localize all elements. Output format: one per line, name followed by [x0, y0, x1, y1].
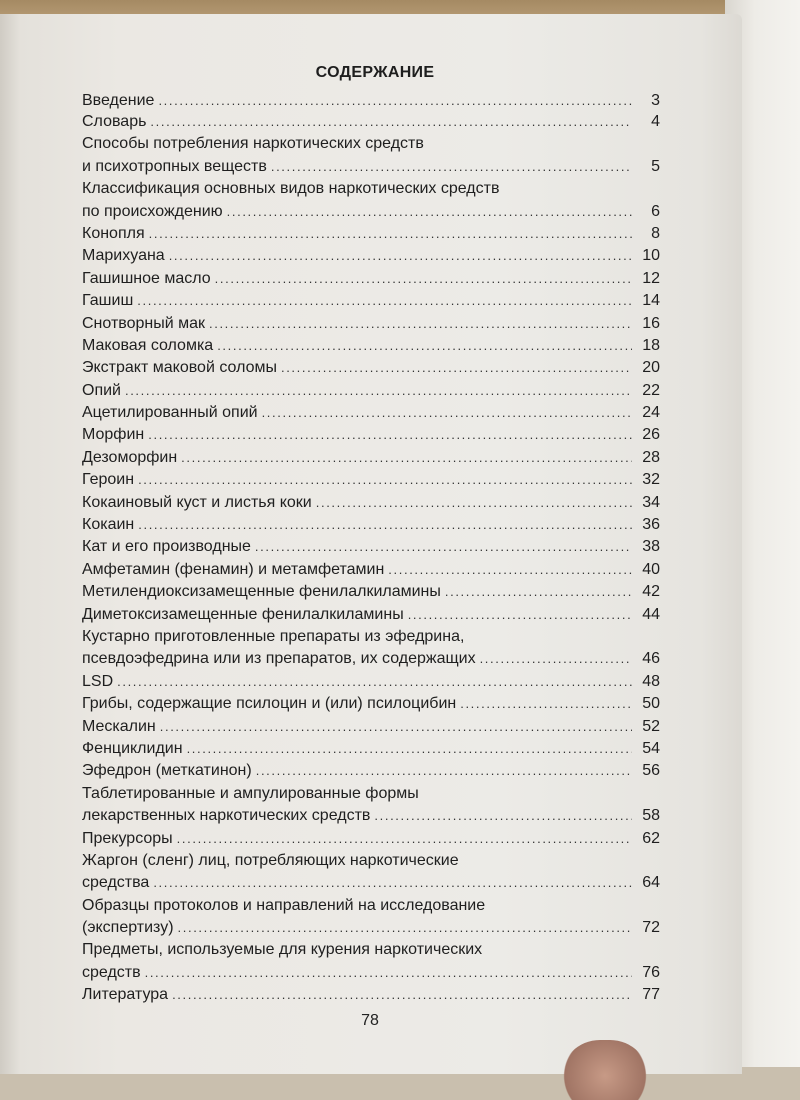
toc-page-number: 56	[642, 762, 660, 780]
toc-page-number: 58	[642, 807, 660, 825]
toc-entry	[82, 626, 660, 671]
toc-line	[82, 201, 660, 223]
dot-leader	[388, 559, 632, 581]
toc-entry-title: Марихуана	[82, 247, 165, 265]
table-of-contents	[82, 90, 660, 1007]
toc-page-number: 3	[651, 92, 660, 109]
toc-line	[82, 156, 660, 178]
dot-leader	[148, 424, 632, 446]
page-number: 78	[361, 1012, 379, 1029]
toc-page-number: 52	[642, 717, 660, 735]
toc-line	[82, 648, 660, 670]
toc-entry-title: Способы потребления наркотических средств	[82, 135, 424, 153]
dot-leader	[187, 738, 632, 760]
toc-line	[82, 984, 660, 1006]
toc-page-number: 4	[651, 113, 660, 130]
toc-page-number: 40	[642, 560, 660, 578]
toc-page-number: 50	[642, 695, 660, 713]
toc-entry-title: Мескалин	[82, 717, 156, 735]
dot-leader	[209, 313, 632, 335]
toc-line	[82, 850, 660, 872]
dot-leader	[150, 111, 632, 133]
toc-entry-title: Маковая соломка	[82, 336, 214, 354]
toc-line	[82, 581, 660, 603]
toc-line	[82, 536, 660, 558]
page-title: СОДЕРЖАНИЕ	[315, 64, 435, 81]
toc-line	[82, 693, 660, 715]
toc-line	[82, 223, 660, 245]
toc-line	[82, 962, 660, 984]
toc-page-number: 12	[642, 269, 660, 287]
toc-line	[82, 828, 660, 850]
toc-page-number: 16	[642, 314, 660, 332]
toc-page-number: 14	[642, 292, 660, 310]
toc-line	[82, 604, 660, 626]
toc-entry	[82, 604, 660, 626]
toc-line	[82, 939, 660, 961]
toc-entry	[82, 850, 660, 895]
dot-leader	[138, 469, 632, 491]
toc-page-number: 46	[642, 650, 660, 668]
toc-line	[82, 447, 660, 469]
toc-line	[82, 559, 660, 581]
toc-entry	[82, 671, 660, 693]
toc-line	[82, 469, 660, 491]
toc-entry-title: Кокаиновый куст и листья коки	[82, 493, 312, 511]
toc-entry	[82, 716, 660, 738]
dot-leader	[169, 245, 632, 267]
dot-leader	[177, 828, 632, 850]
toc-entry-title: по происхождению	[82, 202, 223, 220]
toc-entry	[82, 335, 660, 357]
toc-entry	[82, 402, 660, 424]
toc-line	[82, 917, 660, 939]
toc-entry	[82, 738, 660, 760]
toc-line	[82, 514, 660, 536]
toc-entry-title: Образцы протоколов и направлений на исследование	[82, 896, 486, 914]
toc-page-number: 34	[642, 493, 660, 511]
dot-leader	[217, 335, 632, 357]
toc-line	[82, 626, 660, 648]
toc-entry-title: Грибы, содержащие псилоцин и (или) псилоцибин	[82, 695, 457, 713]
toc-page-number: 32	[642, 471, 660, 489]
toc-entry	[82, 514, 660, 536]
toc-line	[82, 178, 660, 200]
toc-line	[82, 783, 660, 805]
toc-page-number: 10	[642, 247, 660, 265]
dot-leader	[262, 402, 632, 424]
dot-leader	[181, 447, 632, 469]
toc-entry	[82, 447, 660, 469]
dot-leader	[160, 716, 632, 738]
toc-entry-title: Литература	[82, 986, 169, 1004]
toc-entry-title: Диметоксизамещенные фенилалкиламины	[82, 605, 404, 623]
toc-entry-title: Фенциклидин	[82, 739, 183, 757]
dot-leader	[145, 962, 632, 984]
toc-entry-title: Кустарно приготовленные препараты из эфедрина,	[82, 627, 465, 645]
toc-line	[82, 805, 660, 827]
toc-entry	[82, 783, 660, 828]
toc-entry-title: Героин	[82, 471, 135, 489]
toc-line	[82, 492, 660, 514]
toc-entry-title: Снотворный мак	[82, 314, 205, 332]
toc-entry	[82, 380, 660, 402]
toc-entry	[82, 133, 660, 178]
toc-entry	[82, 268, 660, 290]
toc-entry-title: Экстракт маковой соломы	[82, 359, 277, 377]
toc-line	[82, 872, 660, 894]
toc-entry	[82, 469, 660, 491]
toc-entry-title: Жаргон (сленг) лиц, потребляющих наркотические	[82, 851, 459, 869]
toc-entry-title: Кокаин	[82, 516, 135, 534]
toc-entry-title: Эфедрон (меткатинон)	[82, 762, 252, 780]
toc-entry	[82, 939, 660, 984]
toc-page-number: 28	[642, 448, 660, 466]
toc-page-number: 44	[642, 605, 660, 623]
toc-line	[82, 268, 660, 290]
dot-leader	[153, 872, 632, 894]
toc-page-number: 6	[651, 202, 660, 220]
dot-leader	[125, 380, 632, 402]
dot-leader	[178, 917, 632, 939]
toc-entry	[82, 828, 660, 850]
toc-entry	[82, 90, 660, 111]
dot-leader	[215, 268, 632, 290]
toc-entry-title: (экспертизу)	[82, 919, 174, 937]
toc-entry	[82, 357, 660, 379]
toc-line	[82, 402, 660, 424]
toc-entry	[82, 223, 660, 245]
toc-line	[82, 335, 660, 357]
toc-entry-title: Классификация основных видов наркотических средств	[82, 180, 500, 198]
toc-page-number: 18	[642, 336, 660, 354]
dot-leader	[460, 693, 632, 715]
toc-page-number: 77	[642, 986, 660, 1004]
dot-leader	[227, 201, 632, 223]
toc-entry-title: Введение	[82, 92, 155, 109]
toc-line	[82, 357, 660, 379]
toc-page-number: 48	[642, 672, 660, 690]
toc-entry-title: LSD	[82, 672, 114, 690]
toc-page-number: 24	[642, 404, 660, 422]
toc-line	[82, 424, 660, 446]
toc-entry-title: Амфетамин (фенамин) и метамфетамин	[82, 560, 385, 578]
toc-entry-title: и психотропных веществ	[82, 157, 267, 175]
toc-entry-title: псевдоэфедрина или из препаратов, их содержащих	[82, 650, 476, 668]
toc-line	[82, 738, 660, 760]
toc-page-number: 64	[642, 874, 660, 892]
toc-entry-title: Словарь	[82, 113, 147, 130]
toc-page-number: 5	[651, 157, 660, 175]
toc-entry	[82, 424, 660, 446]
toc-entry-title: Гашиш	[82, 292, 134, 310]
toc-line	[82, 760, 660, 782]
toc-entry-title: средства	[82, 874, 150, 892]
toc-entry	[82, 581, 660, 603]
dot-leader	[281, 357, 632, 379]
dot-leader	[256, 760, 632, 782]
toc-entry	[82, 245, 660, 267]
toc-line	[82, 716, 660, 738]
dot-leader	[137, 290, 632, 312]
toc-line	[82, 245, 660, 267]
toc-entry	[82, 111, 660, 133]
dot-leader	[445, 581, 632, 603]
toc-line	[82, 111, 660, 133]
toc-entry-title: Ацетилированный опий	[82, 404, 258, 422]
toc-page-number: 76	[642, 963, 660, 981]
toc-entry-title: лекарственных наркотических средств	[82, 807, 371, 825]
toc-entry-title: Опий	[82, 381, 121, 399]
toc-page-number: 62	[642, 829, 660, 847]
dot-leader	[255, 536, 632, 558]
toc-entry-title: средств	[82, 963, 141, 981]
toc-page-number: 36	[642, 516, 660, 534]
toc-entry-title: Морфин	[82, 426, 145, 444]
dot-leader	[117, 671, 632, 693]
toc-line	[82, 133, 660, 155]
dot-leader	[172, 984, 632, 1006]
dot-leader	[480, 648, 632, 670]
toc-entry	[82, 559, 660, 581]
toc-entry-title: Конопля	[82, 224, 145, 242]
toc-entry-title: Кат и его производные	[82, 538, 251, 556]
dot-leader	[149, 223, 632, 245]
toc-page-number: 22	[642, 381, 660, 399]
toc-page-number: 54	[642, 739, 660, 757]
toc-page-number: 42	[642, 583, 660, 601]
toc-entry-title: Таблетированные и ампулированные формы	[82, 784, 419, 802]
toc-entry	[82, 290, 660, 312]
toc-line	[82, 290, 660, 312]
toc-entry	[82, 760, 660, 782]
dot-leader	[316, 492, 632, 514]
dot-leader	[138, 514, 632, 536]
toc-entry-title: Метилендиоксизамещенные фенилалкиламины	[82, 583, 441, 601]
toc-line	[82, 380, 660, 402]
toc-page-number: 20	[642, 359, 660, 377]
dot-leader	[271, 156, 632, 178]
toc-entry	[82, 693, 660, 715]
toc-line	[82, 313, 660, 335]
toc-entry	[82, 895, 660, 940]
toc-entry	[82, 178, 660, 223]
dot-leader	[408, 604, 632, 626]
toc-line	[82, 671, 660, 693]
toc-page-number: 72	[642, 919, 660, 937]
toc-page-number: 26	[642, 426, 660, 444]
toc-entry-title: Предметы, используемые для курения наркотических	[82, 941, 483, 959]
toc-entry	[82, 492, 660, 514]
toc-entry-title: Прекурсоры	[82, 829, 173, 847]
toc-line	[82, 90, 660, 111]
toc-page-number: 8	[651, 224, 660, 242]
dot-leader	[374, 805, 632, 827]
toc-entry-title: Дезоморфин	[82, 448, 178, 466]
toc-entry	[82, 984, 660, 1006]
toc-line	[82, 895, 660, 917]
dot-leader	[158, 90, 632, 111]
toc-entry	[82, 536, 660, 558]
toc-page-number: 38	[642, 538, 660, 556]
toc-entry	[82, 313, 660, 335]
toc-entry-title: Гашишное масло	[82, 269, 211, 287]
